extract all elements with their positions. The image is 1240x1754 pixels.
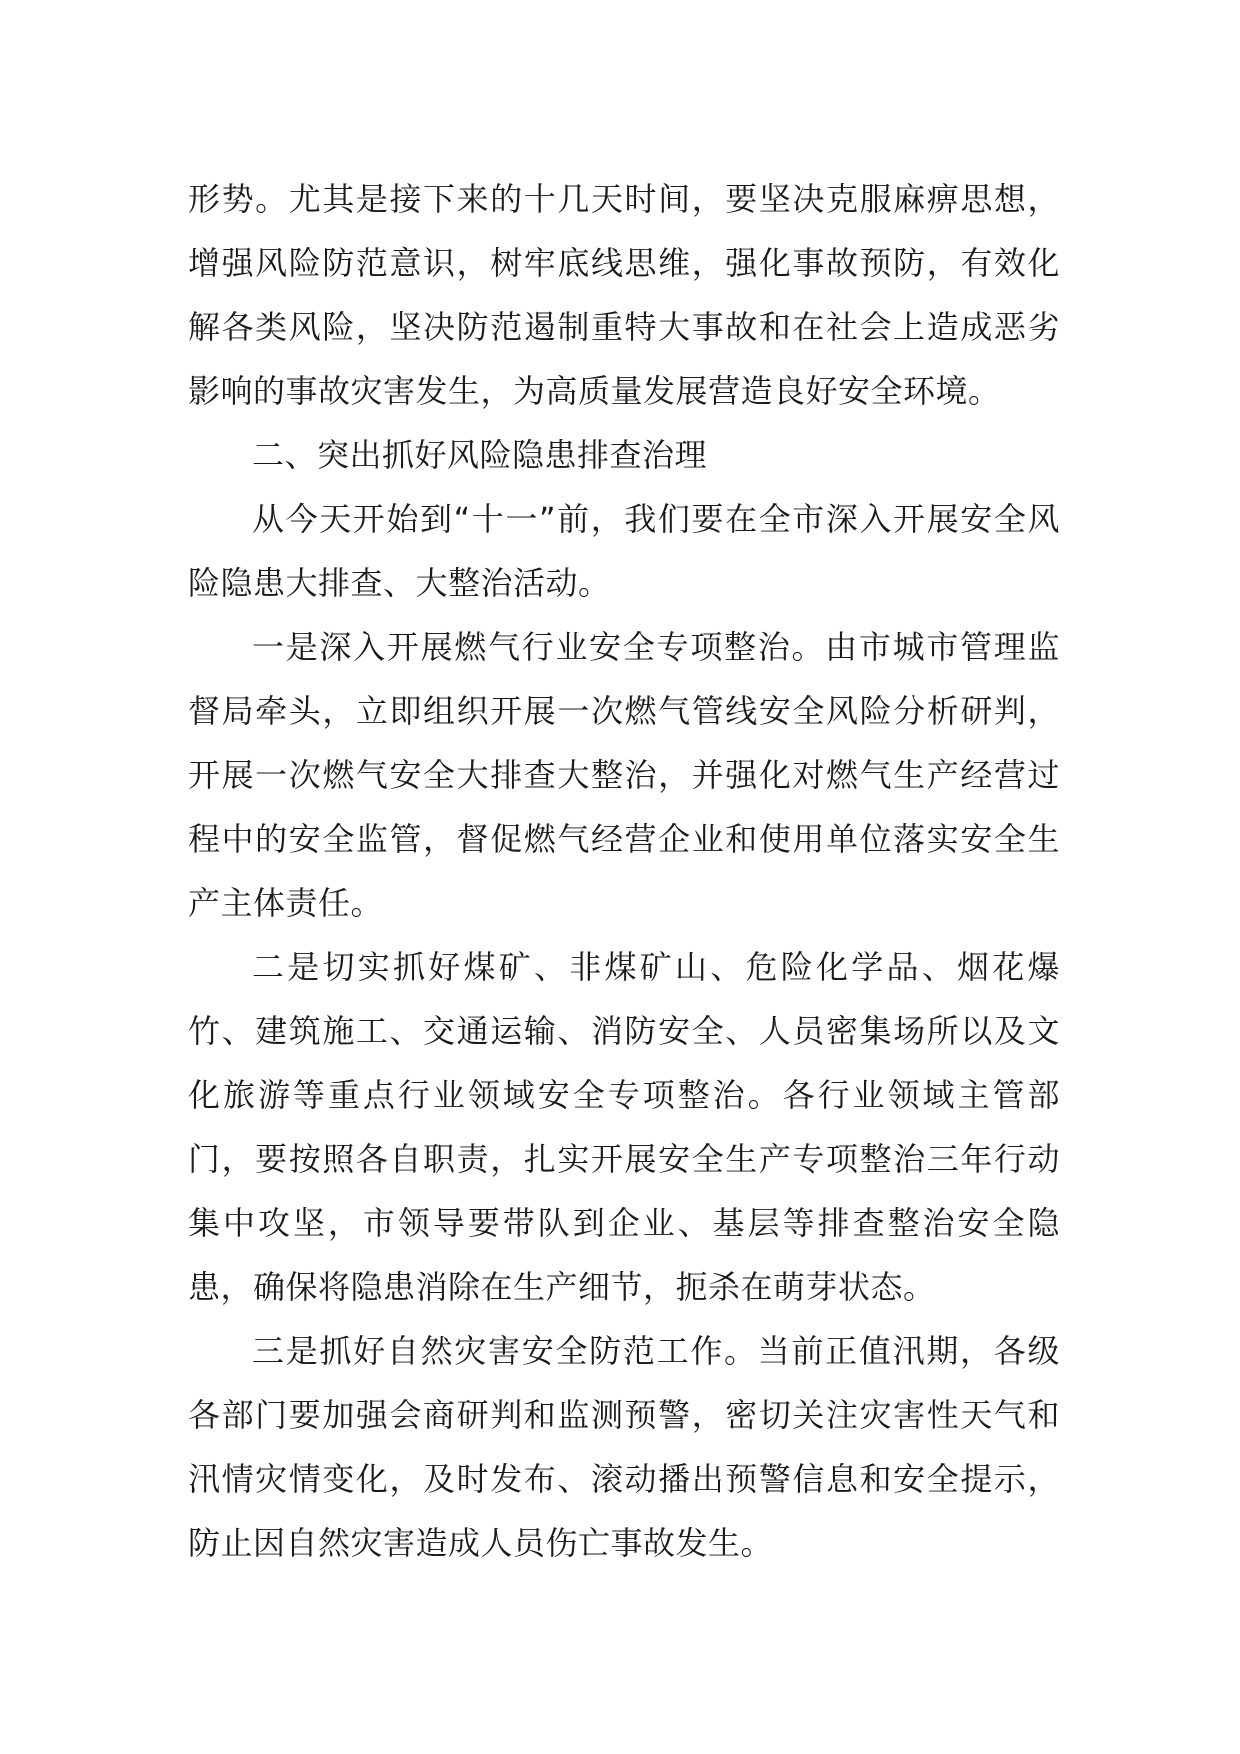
paragraph-item-3: 三是抓好自然灾害安全防范工作。当前正值汛期，各级各部门要加强会商研判和监测预警，密切关注灾害性天气和汛情灾情变化，及时发布、滚动播出预警信息和安全提示，防止因自然灾害造成人员伤亡事故发生。 xyxy=(188,1332,1060,1562)
paragraph-item-1: 一是深入开展燃气行业安全专项整治。由市城市管理监督局牵头，立即组织开展一次燃气管线安全风险分析研判，开展一次燃气安全大排查大整治，并强化对燃气生产经营过程中的安全监管，督促燃气经营企业和使用单位落实安全生产主体责任。 xyxy=(188,628,1060,922)
section-heading: 二、突出抓好风险隐患排查治理 xyxy=(252,436,708,474)
document-body xyxy=(188,167,1060,1575)
paragraph-intro: 从今天开始到“十一”前，我们要在全市深入开展安全风险隐患大排查、大整治活动。 xyxy=(188,500,1060,602)
paragraph-continuation: 形势。尤其是接下来的十几天时间，要坚决克服麻痹思想，增强风险防范意识，树牢底线思维，强化事故预防，有效化解各类风险，坚决防范遏制重特大事故和在社会上造成恶劣影响的事故灾害发生，为高质量发展营造良好安全环境。 xyxy=(188,180,1060,410)
paragraph-item-2: 二是切实抓好煤矿、非煤矿山、危险化学品、烟花爆竹、建筑施工、交通运输、消防安全、人员密集场所以及文化旅游等重点行业领域安全专项整治。各行业领域主管部门，要按照各自职责，扎实开展安全生产专项整治三年行动集中攻坚，市领导要带队到企业、基层等排查整治安全隐患，确保将隐患消除在生产细节，扼杀在萌芽状态。 xyxy=(188,948,1060,1306)
